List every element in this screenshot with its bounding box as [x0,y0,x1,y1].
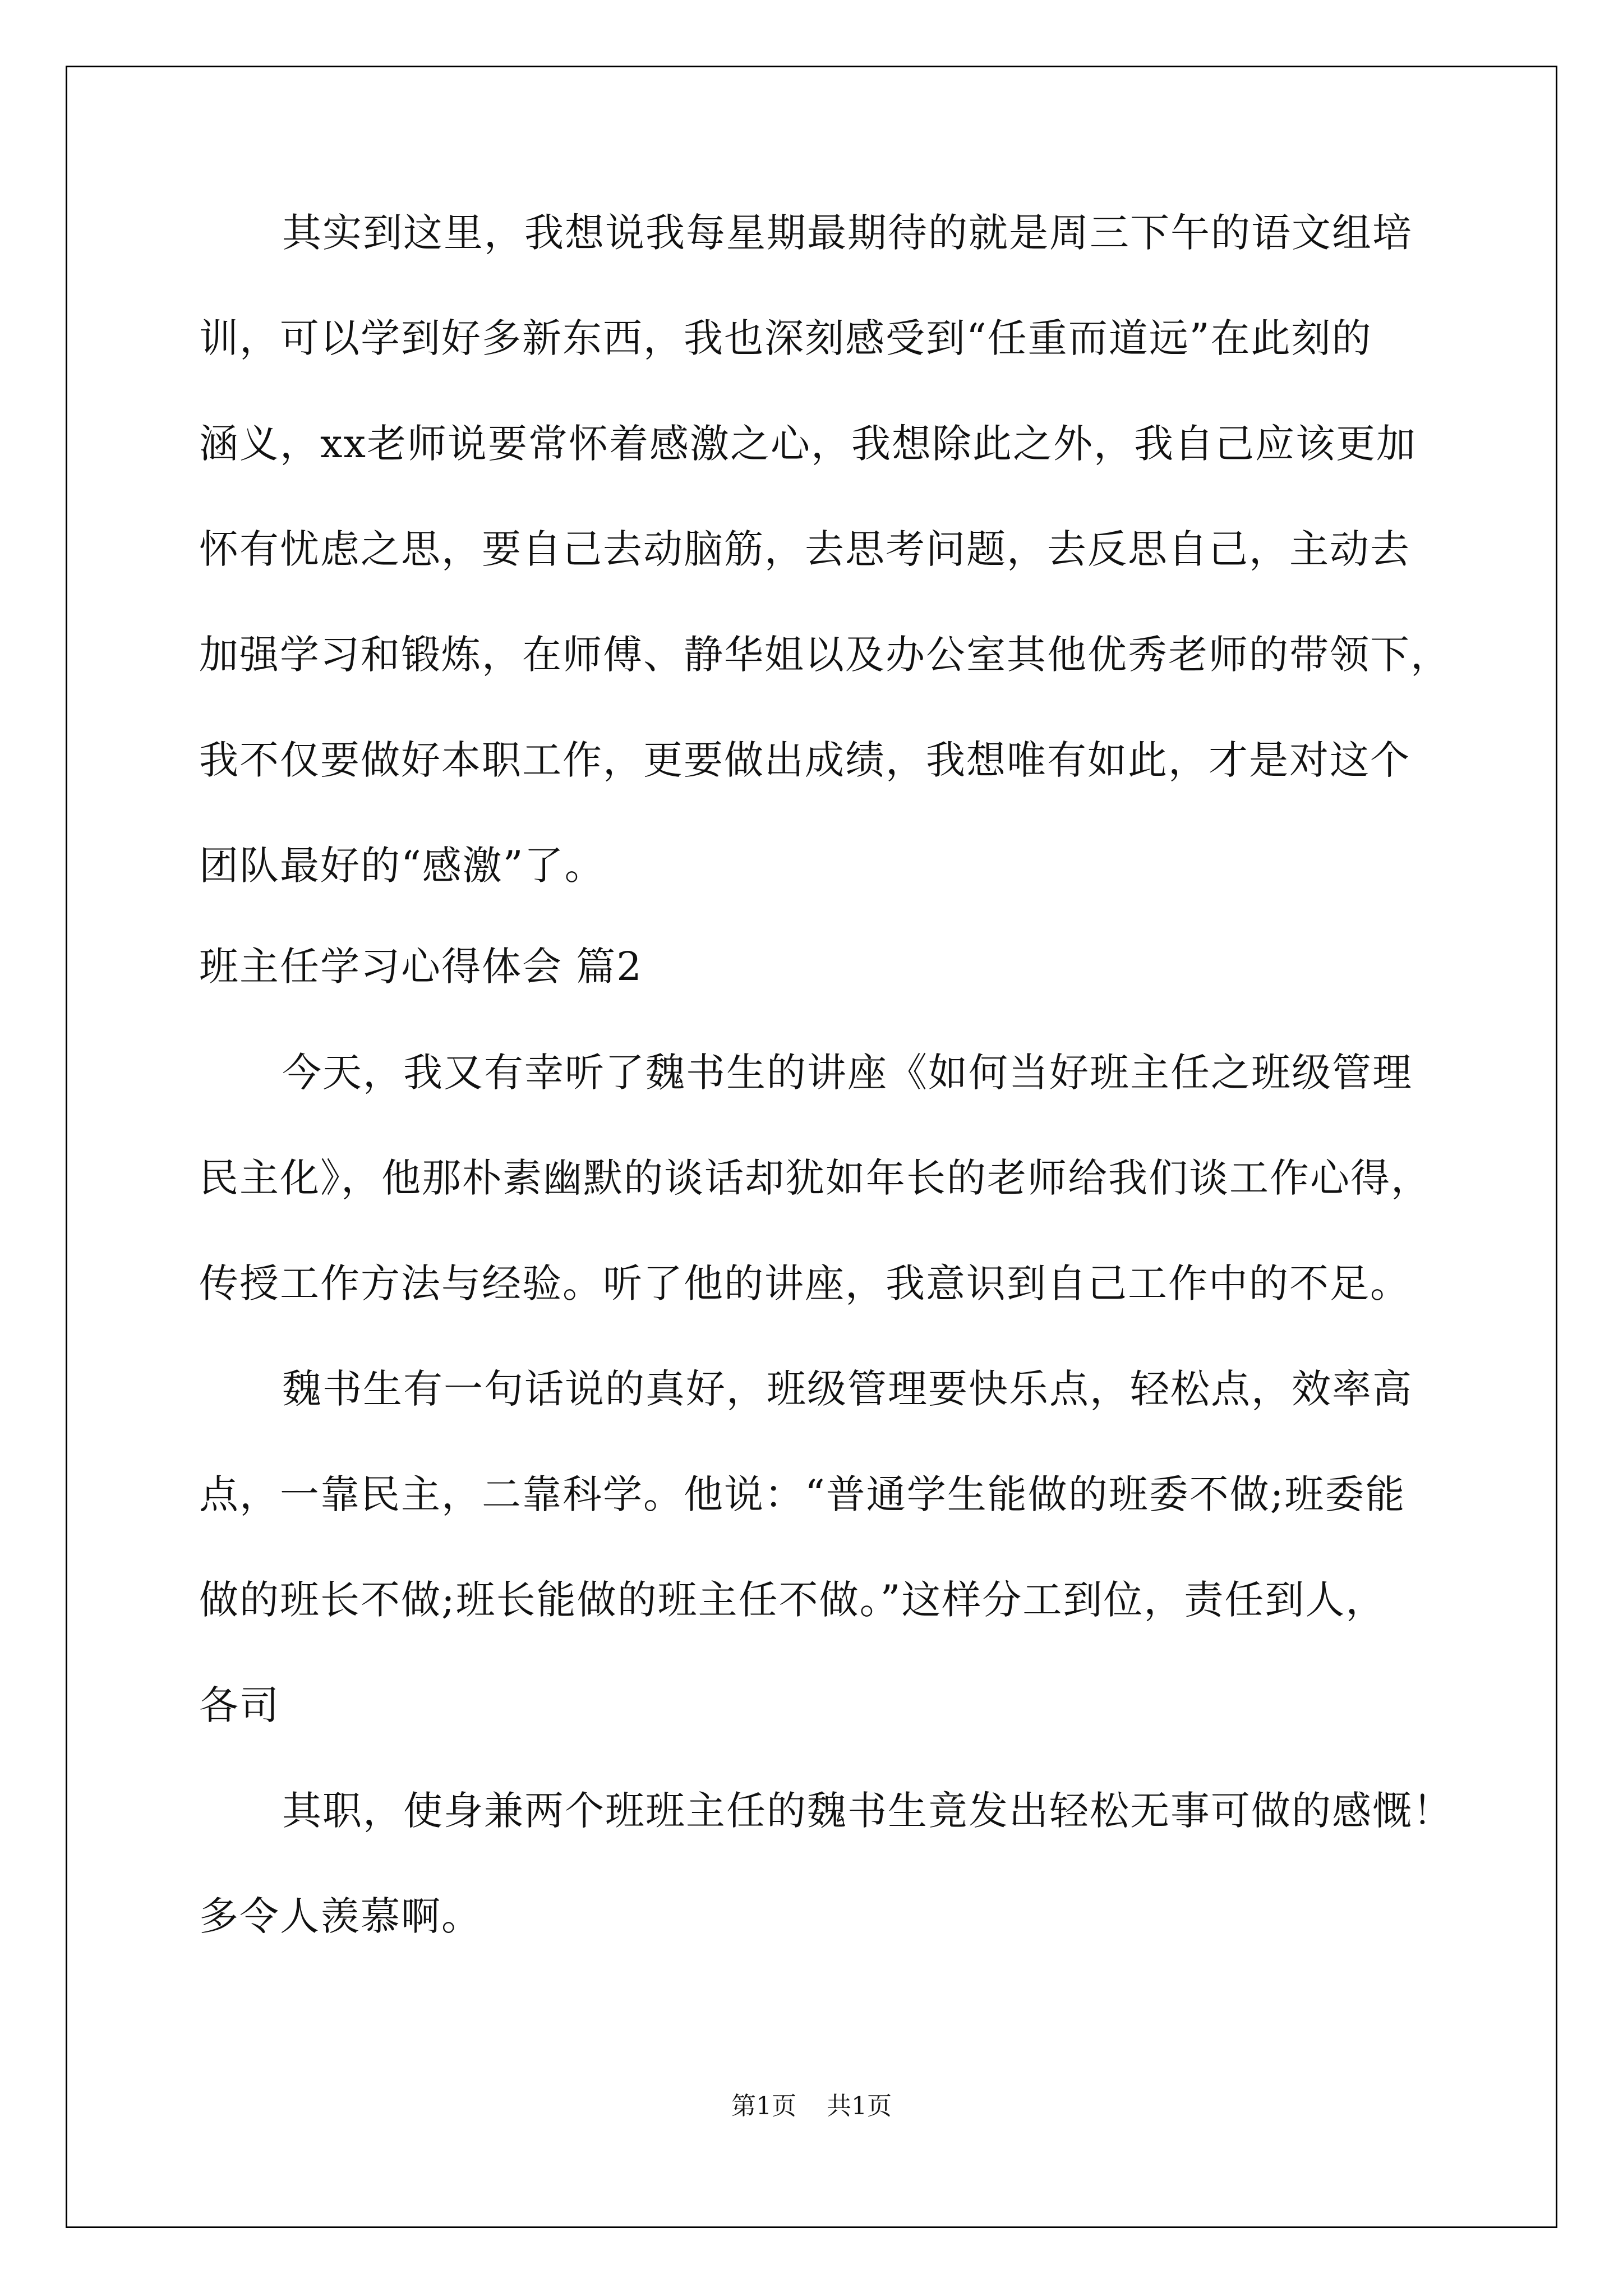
paragraph-line: 传授工作方法与经验。听了他的讲座，我意识到自己工作中的不足。 [199,1260,1410,1306]
paragraph-line: 涵义，xx老师说要常怀着感激之心，我想除此之外，我自己应该更加 [199,421,1417,467]
paragraph-line: 加强学习和锻炼，在师傅、静华姐以及办公室其他优秀老师的带领下， [199,632,1451,678]
paragraph-line: 其职，使身兼两个班班主任的魏书生竟发出轻松无事可做的感慨！ [282,1788,1453,1834]
paragraph-line: 其实到这里，我想说我每星期最期待的就是周三下午的语文组培 [282,210,1413,256]
page-footer [0,2090,1623,2123]
paragraph-line: 魏书生有一句话说的真好，班级管理要快乐点，轻松点，效率高 [282,1366,1413,1412]
page-total: 共1页 [827,2092,892,2120]
paragraph-line: 今天，我又有幸听了魏书生的讲座《如何当好班主任之班级管理 [282,1050,1413,1096]
paragraph-line: 训，可以学到好多新东西，我也深刻感受到“任重而道远”在此刻的 [199,315,1372,361]
section-heading: 班主任学习心得体会 篇2 [199,944,643,990]
paragraph-line: 民主化》，他那朴素幽默的谈话却犹如年长的老师给我们谈工作心得， [199,1155,1431,1201]
paragraph-line: 怀有忧虑之思，要自己去动脑筋，去思考问题，去反思自己，主动去 [199,526,1410,572]
paragraph-line: 多令人羡慕啊。 [199,1893,482,1939]
paragraph-line: 我不仅要做好本职工作，更要做出成绩，我想唯有如此，才是对这个 [199,737,1410,783]
page-number: 第1页 [731,2092,796,2120]
paragraph-line: 点，一靠民主，二靠科学。他说：“普通学生能做的班委不做;班委能 [199,1471,1406,1517]
paragraph-line: 团队最好的“感激”了。 [199,843,605,889]
paragraph-line: 做的班长不做;班长能做的班主任不做。”这样分工到位，责任到人， [199,1577,1386,1623]
paragraph-line: 各司 [199,1682,280,1728]
